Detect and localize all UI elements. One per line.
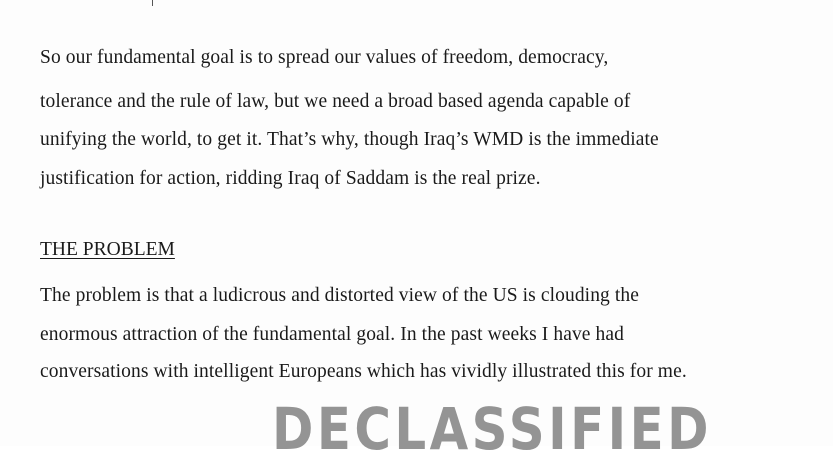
scan-speck [152, 0, 153, 6]
paragraph-2-line-2: enormous attraction of the fundamental goal. In the past weeks I have had [40, 324, 624, 345]
paragraph-1-line-1: So our fundamental goal is to spread our values of freedom, democracy, [40, 47, 609, 68]
section-heading: THE PROBLEM [40, 239, 175, 260]
paragraph-2-line-3: conversations with intelligent Europeans which has vividly illustrated this for me. [40, 361, 687, 382]
paragraph-1-line-3: unifying the world, to get it. That’s why, though Iraq’s WMD is the immediate [40, 129, 659, 150]
paragraph-1-line-4: justification for action, ridding Iraq of Saddam is the real prize. [40, 168, 541, 189]
paragraph-2-line-1: The problem is that a ludicrous and distorted view of the US is clouding the [40, 285, 639, 306]
paragraph-1-line-2: tolerance and the rule of law, but we need a broad based agenda capable of [40, 91, 631, 112]
declassified-stamp: DECLASSIFIED [272, 395, 713, 463]
